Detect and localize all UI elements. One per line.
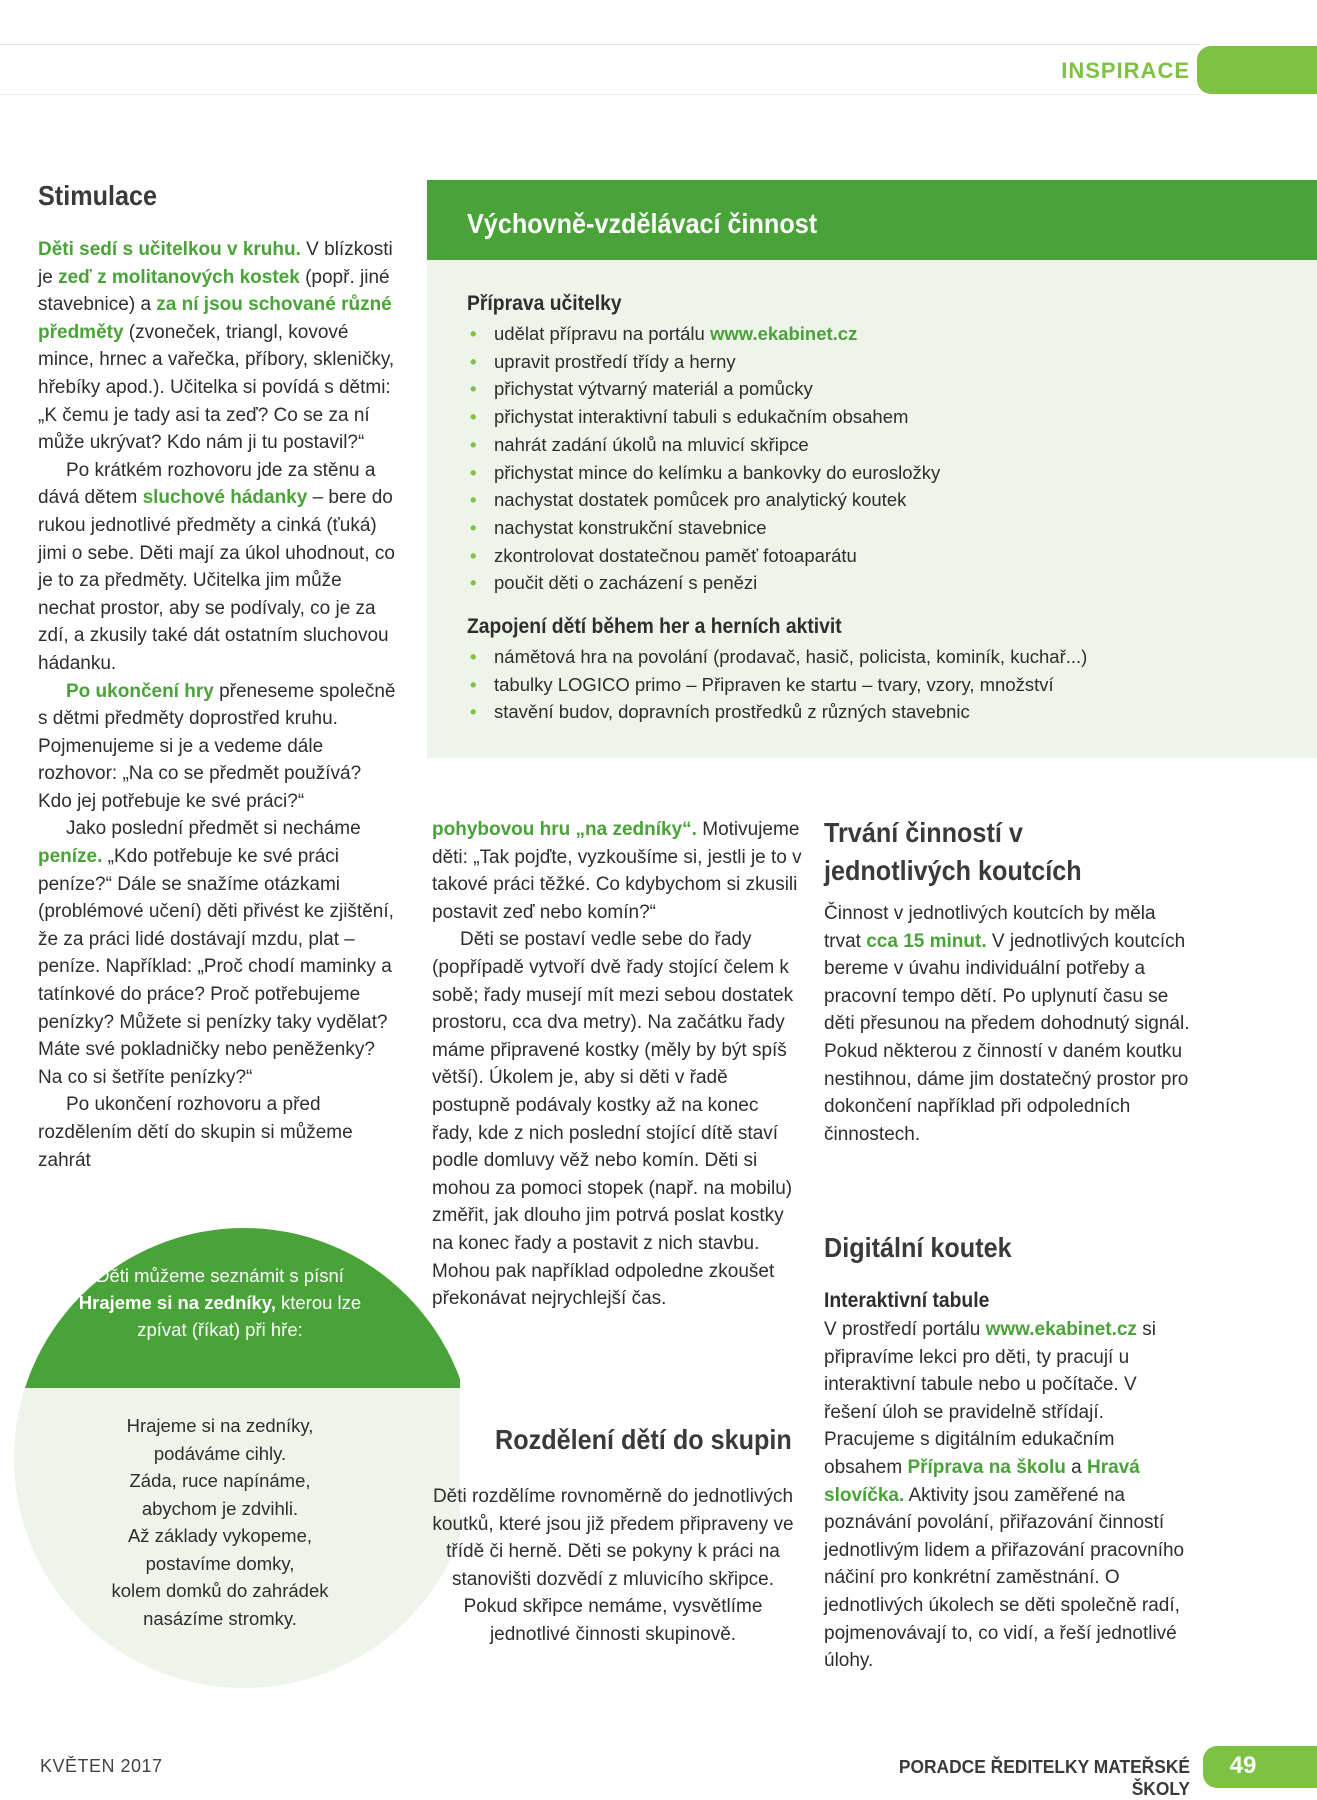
list-item <box>467 486 1297 514</box>
list-item <box>467 643 1297 671</box>
bullet-icon: • <box>470 433 477 455</box>
text-run: kterou lze zpívat (říkat) při hře: <box>137 1292 362 1340</box>
song-line: podáváme cihly. <box>153 1442 287 1464</box>
bullet-icon: • <box>470 489 477 511</box>
bullet-icon: • <box>470 378 477 400</box>
highlight-text: www.ekabinet.cz <box>985 1319 1137 1340</box>
song-line: Hrajeme si na zedníky, <box>126 1415 314 1436</box>
text-run: (popř. jiné stavebnice) a <box>38 266 390 316</box>
text-run: Děti můžeme seznámit s písní <box>96 1265 344 1286</box>
text-run: tabulky LOGICO primo – Připraven ke startu – tvary, vzory, množství <box>494 673 1054 695</box>
text-run: si připravíme lekci pro děti, ty pracují u interaktivní tabule nebo u počítače. V řešení úloh se pravidelně střídají. Pracujeme s digitálním edukačním obsahem <box>824 1319 1156 1478</box>
song-lyrics <box>70 1412 370 1632</box>
list-item <box>467 320 1297 348</box>
highlight-text: zeď z molitanových kostek <box>58 266 300 288</box>
bullet-icon: • <box>470 544 477 566</box>
bullet-icon: • <box>470 516 477 538</box>
activity-box-title: Výchovně-vzdělávací činnost <box>467 208 818 239</box>
song-intro <box>70 1262 370 1343</box>
text-run: Po ukončení rozhovoru a před rozdělením dětí do skupin si můžeme zahrát <box>38 1094 353 1171</box>
text-run: poučit děti o zacházení s penězi <box>494 572 758 594</box>
highlight-text: Hravá slovíčka. <box>824 1456 1140 1506</box>
children-involvement-list <box>467 643 1297 726</box>
paragraph <box>38 678 396 816</box>
paragraph: Děti rozdělíme rovnoměrně do jednotlivých koutků, které jsou již předem připraveny ve třídě či herně. Děti se pokyny k práci na stanovišti dozvědí z mluvicího skřipce. Pokud skřipce nemáme, vysvětlíme jednotlivé činnosti skupinově. <box>432 1486 794 1645</box>
stimulace-text <box>38 236 396 1174</box>
text-run: zkontrolovat dostatečnou paměť fotoaparátu <box>494 544 857 566</box>
text-run: udělat přípravu na portálu <box>494 323 710 344</box>
text-run: (zvoneček, triangl, kovové mince, hrnec a vařečka, příbory, skleničky, hřebíky apod.). Učitelka si povídá s dětmi: „K čemu je tady asi ta zeď? Co se za ní může ukrývat? Kdo nám ji tu postavil?“ <box>38 321 395 454</box>
text-run: přichystat výtvarný materiál a pomůcky <box>494 378 813 400</box>
highlight-text: Příprava na školu <box>907 1456 1066 1478</box>
bullet-icon: • <box>470 461 477 483</box>
footer-magazine: PORADCE ŘEDITELKY MATEŘSKÉ ŠKOLY <box>898 1756 1190 1799</box>
activity-box-content <box>467 292 1297 726</box>
paragraph <box>432 926 802 1312</box>
duration-heading: Trvání činností v jednotlivých koutcích <box>824 817 1082 886</box>
list-item <box>467 569 1297 597</box>
text-run: upravit prostředí třídy a herny <box>494 350 736 372</box>
text-run: nachystat konstrukční stavebnice <box>494 516 767 538</box>
duration-text <box>824 900 1192 1148</box>
text-run: Činnost v jednotlivých koutcích by měla trvat <box>824 903 1156 952</box>
text-run: námětová hra na povolání (prodavač, hasič, policista, kominík, kuchař...) <box>494 646 1088 668</box>
song-line: Záda, ruce napínáme, <box>129 1470 311 1491</box>
text-run: nahrát zadání úkolů na mluvicí skřipce <box>494 433 809 455</box>
text-run: V jednotlivých koutcích bereme v úvahu individuální potřeby a pracovní tempo dětí. Po uplynutí času se děti přesunou na předem dohodnutý signál. Pokud některou z činností v daném koutku nestihnou, dáme jim dostatečný prostor pro dokončení například při odpoledních činnostech. <box>824 930 1190 1145</box>
list-item <box>467 348 1297 376</box>
header-rule-lower <box>0 94 1200 95</box>
text-run: stavění budov, dopravních prostředků z různých stavebnic <box>494 701 970 723</box>
bullet-icon: • <box>470 673 477 695</box>
groups-heading: Rozdělení dětí do skupin <box>495 1424 792 1455</box>
paragraph <box>432 816 802 926</box>
interactive-board-heading: Interaktivní tabule <box>824 1289 990 1312</box>
section-tab <box>1197 46 1317 94</box>
text-run: Aktivity jsou zaměřené na poznávání povolání, přiřazování činností jednotlivým lidem a přiřazování pracovního náčiní pro konkrétní zaměstnání. O jednotlivých úkolech se děti společně radí, pojmenovávají to, co vidí, a řeší jednotlivé úlohy. <box>824 1484 1185 1672</box>
text-run: přichystat interaktivní tabuli s edukačním obsahem <box>494 406 909 428</box>
list-item <box>467 431 1297 459</box>
song-line: nasázíme stromky. <box>143 1607 297 1629</box>
header-rule <box>0 44 1200 45</box>
bullet-icon: • <box>470 323 477 344</box>
teacher-prep-list <box>467 320 1297 597</box>
list-item <box>467 375 1297 403</box>
highlight-text: Děti sedí s učitelkou v kruhu. <box>38 239 301 260</box>
list-item <box>467 698 1297 726</box>
bullet-icon: • <box>470 646 477 668</box>
paragraph <box>38 1091 396 1174</box>
paragraph <box>38 236 396 457</box>
list-item <box>467 403 1297 431</box>
text-run: Hrajeme si na zedníky, <box>78 1292 276 1313</box>
text-run: „Kdo potřebuje ke své práci peníze?“ Dále se snažíme otázkami (problémové učení) děti přivést ke zjištění, že za práci lidé dostávají mzdu, plat – peníze. Například: „Proč chodí maminky a tatínkové do práce? Proč potřebujeme penízky? Můžete si penízky taky vydělat? Máte své pokladničky nebo peněženky? Na co si šetříte penízky?“ <box>38 846 394 1088</box>
text-run: Jako poslední předmět si necháme <box>66 818 361 840</box>
song-line: Až základy vykopeme, <box>127 1525 313 1546</box>
footer-issue: KVĚTEN 2017 <box>40 1756 163 1776</box>
highlight-text: sluchové hádanky <box>142 487 308 509</box>
middle-text <box>432 816 802 1313</box>
highlight-text: www.ekabinet.cz <box>709 323 858 344</box>
highlight-text: cca 15 minut. <box>866 930 987 952</box>
page-number: 49 <box>1229 1752 1257 1779</box>
list-item <box>467 671 1297 699</box>
groups-text <box>428 1483 798 1649</box>
text-run: V blízkosti je <box>38 239 393 288</box>
highlight-text: pohybovou hru „na zedníky“. <box>432 819 697 840</box>
paragraph <box>38 457 396 678</box>
digital-corner-heading: Digitální koutek <box>824 1232 1012 1263</box>
highlight-text: za ní jsou schované různé předměty <box>38 294 392 343</box>
bullet-icon: • <box>470 572 477 594</box>
highlight-text: Po ukončení hry <box>66 680 214 702</box>
text-run: Motivujeme děti: „Tak pojďte, vyzkoušíme si, jestli je to v takové práci těžké. Co kdybychom si zkusili postavit zeď nebo komín?“ <box>432 819 802 923</box>
paragraph <box>824 900 1192 1148</box>
paragraph <box>38 815 396 1091</box>
song-line: kolem domků do zahrádek <box>111 1580 329 1601</box>
list-item <box>467 514 1297 542</box>
bullet-icon: • <box>470 701 477 723</box>
song-line: abychom je zdvihli. <box>141 1497 299 1519</box>
text-run: – bere do rukou jednotlivé předměty a cinká (ťuká) jimi o sebe. Děti mají za úkol uhodnout, co je to za předměty. Učitelka jim může nechat prostor, aby se podívaly, co je za zdí, a zkusily také dát ostatním sluchovou hádanku. <box>38 487 395 674</box>
children-involvement-heading: Zapojení dětí během her a herních aktivit <box>467 615 842 639</box>
bullet-icon: • <box>470 406 477 428</box>
text-run: přichystat mince do kelímku a bankovky do eurosložky <box>494 461 941 483</box>
highlight-text: peníze. <box>38 846 103 868</box>
text-run: a <box>1065 1456 1087 1478</box>
song-line: postavíme domky, <box>145 1552 295 1574</box>
text-run: Děti se postaví vedle sebe do řady (popřípadě vytvoří dvě řady stojící čelem k sobě; řady musejí mít mezi sebou dostatek prostoru, cca dva metry). Na začátku řady máme připravené kostky (měly by být spíš větší). Úkolem je, aby si děti v řadě postupně podávaly kostky až na konec řady, kde z nich poslední stojící dítě staví podle domluvy věž nebo komín. Děti si mohou za pomoci stopek (např. na mobilu) změřit, jak dlouho jim potrvá poslat kostky na konec řady a postavit z nich stavbu. Mohou pak například odpoledne zkoušet překonávat nejrychlejší čas. <box>432 929 794 1310</box>
text-run: nachystat dostatek pomůcek pro analytický koutek <box>494 489 907 511</box>
text-run: Po krátkém rozhovoru jde za stěnu a dává dětem <box>38 459 376 509</box>
digital-corner-text <box>824 1316 1192 1675</box>
text-run: V prostředí portálu <box>824 1319 986 1340</box>
stimulace-heading: Stimulace <box>38 180 158 211</box>
list-item <box>467 542 1297 570</box>
paragraph <box>824 1316 1192 1675</box>
text-run: přeneseme společně s dětmi předměty doprostřed kruhu. Pojmenujeme si je a vedeme dále rozhovor: „Na co se předmět používá? Kdo jej potřebuje ke své práci?“ <box>38 680 396 812</box>
bullet-icon: • <box>470 350 477 372</box>
teacher-prep-heading: Příprava učitelky <box>467 292 622 315</box>
section-label: INSPIRACE <box>1061 58 1190 83</box>
list-item <box>467 459 1297 487</box>
